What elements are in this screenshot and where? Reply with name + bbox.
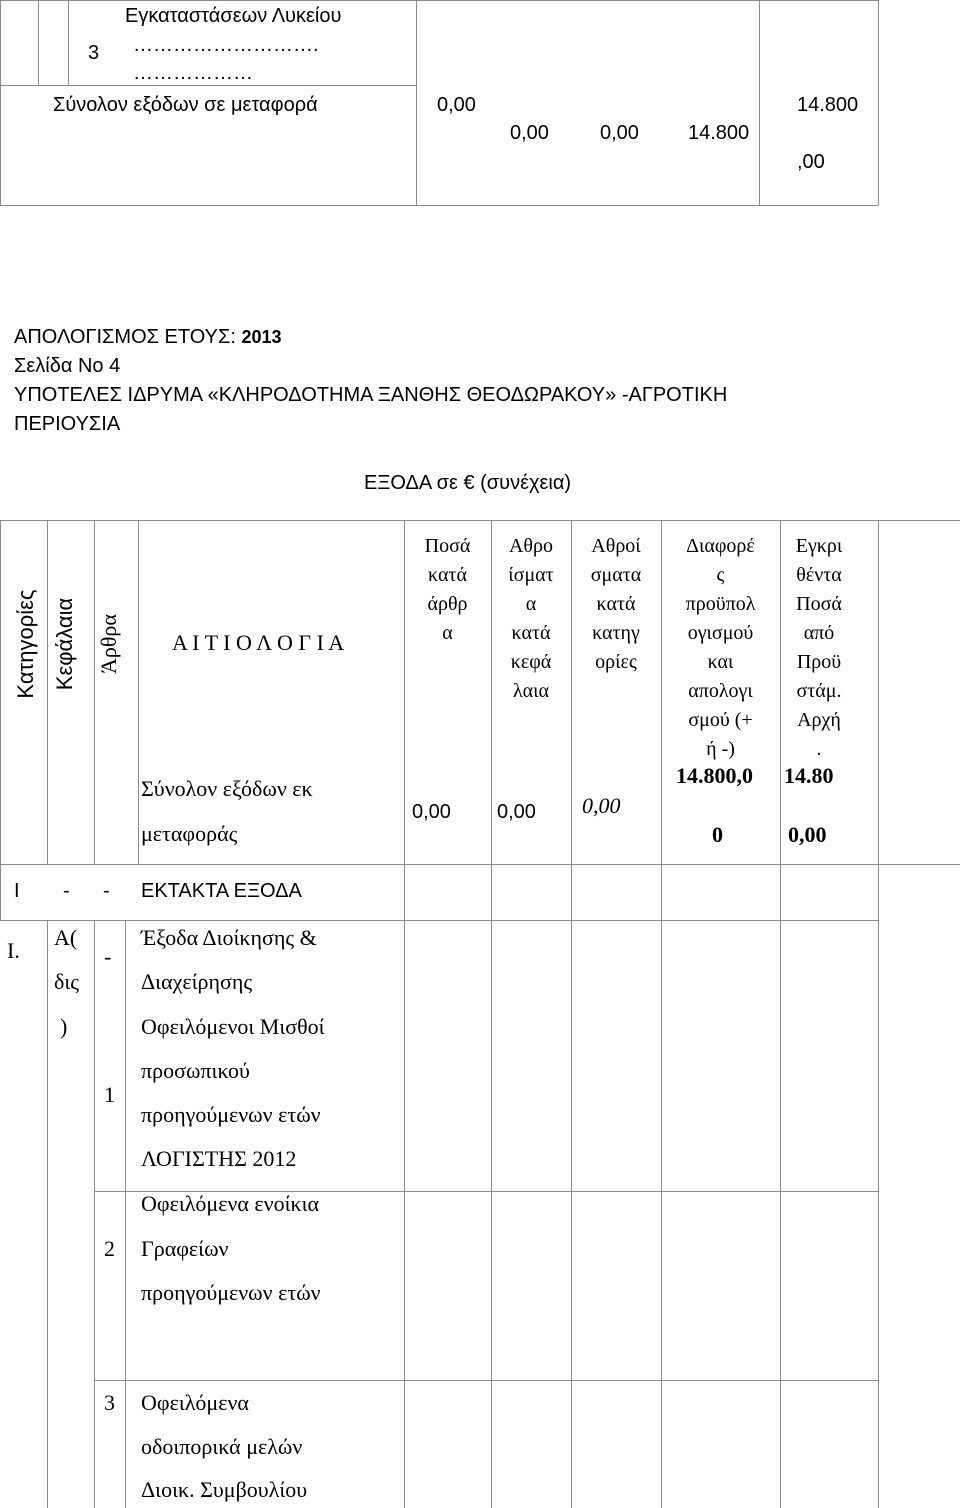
article-number: 2 [104,1236,115,1261]
chapter-code: δις [54,969,79,994]
col-differences-line: ς [716,564,725,586]
col-approved-line: . [816,738,822,760]
col-sum-chapters-line: ίσματ [508,564,554,586]
dash: - [103,880,110,902]
col-sum-categories-line: Αθροί [591,535,641,557]
col-amount-line: κατά [428,564,467,586]
transfer-label: Σύνολον εξόδων σε μεταφορά [53,94,318,116]
article-text: Γραφείων [141,1236,229,1261]
col-differences-line: ογισμού [687,622,754,644]
col-sum-chapters-line: α [525,593,537,615]
col-approved-line: Προϋ [796,651,842,673]
col-differences-line: προϋπολ [685,593,756,615]
article-text: προσωπικού [141,1058,250,1083]
carried-label-2: μεταφοράς [141,821,238,846]
col-sum-chapters [491,532,571,706]
top-value-3: 0,00 [600,122,639,144]
col-approved [780,532,858,764]
col-sum-categories-line: ορίες [595,651,637,673]
col-approved-line: Ποσά [796,593,842,615]
top-value-4: 14.800 [688,122,750,144]
col-sum-chapters-line: κατά [511,622,551,644]
col-approved-line: Αρχή [797,709,841,731]
carried-diff-b: 0 [712,822,723,847]
carried-label-1: Σύνολον εξόδων εκ [141,776,313,801]
admin-expenses: Διαχείρησης [141,969,253,994]
article-text: οδοιπορικά μελών [141,1434,303,1459]
col-differences-line: και [707,651,734,673]
report-title [14,326,282,349]
carried-diff-a: 14.800,0 [676,763,753,788]
article-text: Διοικ. Συμβουλίου [141,1477,308,1502]
col-sum-categories-line: κατά [596,593,636,615]
top-value-5b: ,00 [797,151,825,173]
report-title-text: ΑΠΟΛΟΓΙΣΜΟΣ ΕΤΟΥΣ: [14,326,242,348]
carried-amount: 0,00 [412,801,451,823]
section-title: ΕΞΟΔΑ σε € (συνέχεια) [364,472,572,494]
col-differences-line: Διαφορέ [686,535,755,557]
col-aitiologia: Α Ι Τ Ι Ο Λ Ο Γ Ι Α [172,630,345,655]
col-amount-line: Ποσά [424,535,471,557]
extraordinary-expenses: ΕΚΤΑΚΤΑ ΕΞΟΔΑ [141,880,302,902]
article-text: Οφειλόμενοι Μισθοί [141,1014,325,1039]
col-approved-line: στάμ. [796,680,842,702]
col-articles: Άρθρα [96,614,121,674]
col-approved-line: θέντα [796,564,842,586]
article-text: Οφειλόμενα ενοίκια [141,1191,320,1216]
top-item-no: 3 [88,42,100,64]
dash: - [104,944,112,969]
carried-approved-a: 14.80 [784,763,834,788]
col-sum-categories [571,532,661,677]
col-differences-line: σμού (+ [688,709,753,731]
col-sum-chapters-line: λαια [512,680,550,702]
page-number: Σελίδα Νο 4 [14,355,121,377]
col-sum-categories-line: κατηγ [592,622,640,644]
article-text: προηγούμενων ετών [141,1280,321,1305]
carried-sum-categories: 0,00 [582,793,621,818]
col-differences-line: απολογι [688,680,753,702]
article-text: Οφειλόμενα [141,1390,249,1415]
col-categories: Κατηγορίες [13,589,38,699]
article-text: προηγούμενων ετών [141,1102,321,1127]
carried-sum-chapters: 0,00 [497,801,536,823]
carried-approved-b: 0,00 [788,822,827,847]
institution-line: ΥΠΟΤΕΛΕΣ ΙΔΡΥΜΑ «ΚΛΗΡΟΔΟΤΗΜΑ ΞΑΝΘΗΣ ΘΕΟΔΩΡΑΚΟΥ» -ΑΓΡΟΤΙΚΗ [14,384,728,406]
top-value-2: 0,00 [510,122,549,144]
col-differences-line: ή -) [706,738,735,760]
col-sum-chapters-line: κεφά [510,651,552,673]
article-text: ΛΟΓΙΣΤΗΣ 2012 [141,1146,297,1171]
chapter-code: ) [60,1014,68,1039]
col-amount-line: άρθρ [427,593,468,615]
admin-expenses: Έξοδα Διοίκησης & [141,925,317,950]
chapter-code: Α( [54,925,78,950]
dash: - [63,880,70,902]
col-approved-line: Εγκρι [795,535,843,557]
article-number: 1 [104,1082,115,1107]
report-year: 2013 [241,327,282,347]
col-chapters: Κεφάλαια [52,597,77,691]
top-value-1: 0,00 [437,94,476,116]
top-dots-1: ………………………. [133,34,319,56]
top-item-label: Εγκαταστάσεων Λυκείου [125,5,342,27]
col-sum-chapters-line: Αθρο [508,535,553,557]
article-number: 3 [104,1390,115,1415]
subcategory-number: Ι. [7,938,20,963]
col-differences [661,532,780,764]
institution-line-2: ΠΕΡΙΟΥΣΙΑ [14,413,121,435]
category-number: Ι [14,880,20,902]
col-sum-categories-line: σματα [590,564,642,586]
top-value-5a: 14.800 [797,94,859,116]
col-approved-line: από [803,622,835,644]
col-amount-line: α [442,622,453,644]
top-dots-2: ……………… [133,62,253,84]
col-amount [404,532,491,648]
